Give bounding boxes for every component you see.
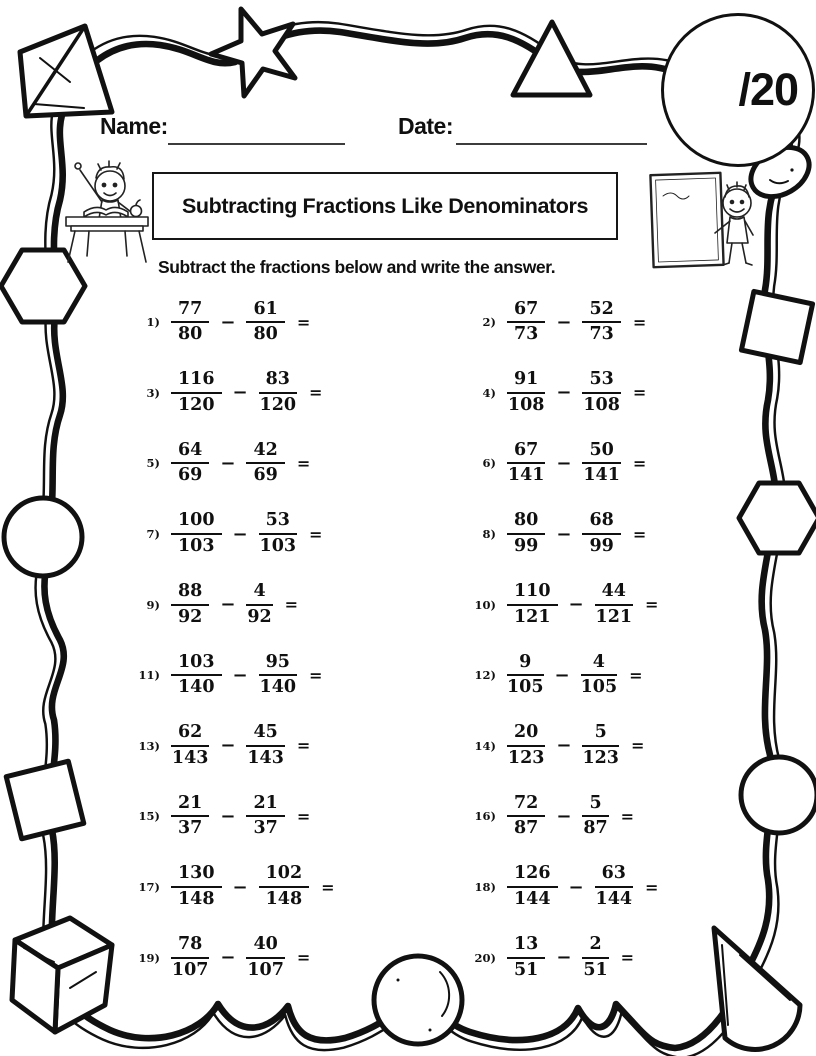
fraction-minuend: [171, 794, 209, 839]
equals-sign: =: [308, 383, 323, 403]
minus-sign: −: [556, 382, 572, 404]
numerator: 126: [507, 864, 558, 888]
problem-number: 10): [474, 597, 496, 612]
denominator: 144: [514, 889, 551, 910]
problem-number: 20): [474, 950, 496, 965]
problem-row: [133, 640, 469, 711]
problem-row: [469, 640, 699, 711]
numerator: 53: [259, 511, 297, 535]
equals-sign: =: [296, 806, 311, 826]
minus-sign: −: [232, 382, 248, 404]
minus-sign: −: [568, 876, 584, 898]
numerator: 64: [171, 441, 209, 465]
fraction-subtrahend: [582, 935, 608, 980]
page-title: Subtracting Fractions Like Denominators: [181, 193, 589, 218]
denominator: 120: [178, 394, 215, 415]
numerator: 110: [507, 582, 558, 606]
equals-sign: =: [296, 736, 311, 756]
fraction-minuend: [171, 300, 209, 345]
fraction-minuend: [171, 864, 222, 909]
problem-row: [469, 428, 699, 499]
numerator: 40: [246, 935, 284, 959]
problem-row: [133, 852, 469, 923]
fraction-minuend: [171, 370, 222, 415]
problem-number: 9): [146, 597, 160, 612]
fraction-subtrahend: [582, 723, 619, 768]
problem-number: 4): [482, 385, 496, 400]
fraction-minuend: [507, 582, 558, 627]
fraction-minuend: [507, 864, 558, 909]
numerator: 42: [246, 441, 284, 465]
numerator: 4: [246, 582, 272, 606]
equals-sign: =: [644, 877, 659, 897]
equals-sign: =: [632, 312, 647, 332]
fraction-subtrahend: [259, 653, 297, 698]
equals-sign: =: [620, 948, 635, 968]
denominator: 92: [178, 606, 203, 627]
problem-number: 16): [474, 809, 496, 824]
fraction-subtrahend: [259, 511, 297, 556]
numerator: 5: [582, 794, 608, 818]
denominator: 108: [583, 394, 620, 415]
denominator: 141: [583, 465, 620, 486]
denominator: 103: [178, 536, 215, 557]
denominator: 80: [178, 324, 203, 345]
numerator: 62: [171, 723, 209, 747]
minus-sign: −: [220, 594, 236, 616]
problem-row: [469, 287, 699, 358]
fraction-minuend: [507, 723, 545, 768]
problem-row: [469, 781, 699, 852]
numerator: 21: [171, 794, 209, 818]
name-blank-line: [168, 115, 345, 145]
problem-row: [469, 358, 699, 429]
denominator: 107: [171, 959, 209, 980]
fraction-subtrahend: [246, 582, 272, 627]
numerator: 95: [259, 653, 297, 677]
fraction-minuend: [171, 653, 222, 698]
score-badge-label: /20: [738, 64, 798, 115]
problem-number: 1): [146, 315, 160, 330]
equals-sign: =: [644, 595, 659, 615]
numerator: 103: [171, 653, 222, 677]
problem-number: 12): [474, 668, 496, 683]
minus-sign: −: [556, 947, 572, 969]
minus-sign: −: [232, 523, 248, 545]
denominator: 121: [595, 606, 633, 627]
denominator: 121: [514, 606, 551, 627]
numerator: 2: [582, 935, 608, 959]
numerator: 100: [171, 511, 222, 535]
denominator: 107: [247, 959, 284, 980]
problem-row: [133, 781, 469, 852]
equals-sign: =: [308, 524, 323, 544]
denominator: 105: [507, 677, 544, 698]
minus-sign: −: [556, 311, 572, 333]
name-label: Name:: [100, 113, 168, 139]
numerator: 9: [507, 653, 544, 677]
denominator: 73: [589, 324, 614, 345]
denominator: 37: [178, 818, 203, 839]
equals-sign: =: [632, 524, 647, 544]
minus-sign: −: [220, 735, 236, 757]
minus-sign: −: [220, 805, 236, 827]
minus-sign: −: [554, 664, 570, 686]
problem-number: 14): [474, 738, 496, 753]
problem-number: 13): [138, 738, 160, 753]
fraction-minuend: [171, 723, 209, 768]
fraction-subtrahend: [582, 794, 608, 839]
problem-number: 17): [138, 880, 160, 895]
numerator: 53: [582, 370, 620, 394]
numerator: 72: [507, 794, 545, 818]
minus-sign: −: [220, 947, 236, 969]
numerator: 4: [581, 653, 618, 677]
date-label: Date:: [398, 113, 454, 139]
denominator: 105: [580, 677, 618, 698]
fraction-subtrahend: [246, 794, 284, 839]
problem-row: [133, 428, 469, 499]
numerator: 102: [259, 864, 310, 888]
minus-sign: −: [232, 876, 248, 898]
fraction-minuend: [507, 300, 545, 345]
fraction-minuend: [171, 441, 209, 486]
fraction-subtrahend: [582, 370, 620, 415]
denominator: 108: [507, 394, 545, 415]
numerator: 45: [246, 723, 284, 747]
numerator: 68: [582, 511, 620, 535]
denominator: 80: [253, 324, 278, 345]
numerator: 77: [171, 300, 209, 324]
numerator: 5: [582, 723, 619, 747]
numerator: 67: [507, 300, 545, 324]
denominator: 51: [583, 959, 608, 980]
fraction-minuend: [507, 935, 545, 980]
numerator: 63: [595, 864, 633, 888]
denominator: 51: [514, 959, 539, 980]
denominator: 148: [178, 889, 215, 910]
problem-number: 3): [146, 385, 160, 400]
fraction-minuend: [507, 441, 545, 486]
fraction-subtrahend: [595, 864, 633, 909]
minus-sign: −: [232, 664, 248, 686]
denominator: 140: [259, 677, 297, 698]
numerator: 67: [507, 441, 545, 465]
numerator: 44: [595, 582, 633, 606]
denominator: 148: [265, 889, 303, 910]
numerator: 116: [171, 370, 222, 394]
numerator: 130: [171, 864, 222, 888]
denominator: 141: [507, 465, 545, 486]
denominator: 37: [253, 818, 278, 839]
minus-sign: −: [568, 594, 584, 616]
numerator: 50: [582, 441, 620, 465]
fraction-subtrahend: [581, 653, 618, 698]
problem-row: [133, 499, 469, 570]
fraction-subtrahend: [246, 300, 284, 345]
denominator: 143: [171, 747, 209, 768]
instruction-text: Subtract the fractions below and write the answer.: [158, 257, 556, 277]
numerator: 88: [171, 582, 209, 606]
problem-number: 8): [482, 527, 496, 542]
problem-number: 15): [138, 809, 160, 824]
equals-sign: =: [296, 312, 311, 332]
equals-sign: =: [296, 948, 311, 968]
numerator: 80: [507, 511, 545, 535]
problem-row: [133, 922, 469, 993]
minus-sign: −: [556, 452, 572, 474]
numerator: 91: [507, 370, 545, 394]
problem-number: 19): [138, 950, 160, 965]
problem-number: 7): [146, 527, 160, 542]
numerator: 20: [507, 723, 545, 747]
equals-sign: =: [632, 453, 647, 473]
fraction-subtrahend: [246, 723, 284, 768]
problem-number: 2): [482, 315, 496, 330]
equals-sign: =: [296, 453, 311, 473]
denominator: 99: [514, 536, 539, 557]
problem-row: [133, 569, 469, 640]
fraction-subtrahend: [259, 864, 310, 909]
denominator: 92: [247, 606, 272, 627]
fraction-minuend: [171, 582, 209, 627]
minus-sign: −: [556, 735, 572, 757]
problem-row: [469, 499, 699, 570]
denominator: 87: [514, 818, 539, 839]
equals-sign: =: [284, 595, 299, 615]
denominator: 87: [583, 818, 608, 839]
denominator: 99: [589, 536, 614, 557]
problem-number: 18): [474, 880, 496, 895]
denominator: 143: [247, 747, 284, 768]
problems-grid: [133, 287, 699, 993]
fraction-subtrahend: [246, 935, 284, 980]
problem-number: 6): [482, 456, 496, 471]
denominator: 120: [259, 394, 297, 415]
fraction-minuend: [507, 370, 545, 415]
minus-sign: −: [556, 805, 572, 827]
fraction-minuend: [507, 653, 544, 698]
date-blank-line: [456, 115, 647, 145]
fraction-subtrahend: [246, 441, 284, 486]
problem-row: [133, 711, 469, 782]
minus-sign: −: [220, 452, 236, 474]
denominator: 69: [178, 465, 203, 486]
equals-sign: =: [321, 877, 335, 897]
fraction-subtrahend: [582, 441, 620, 486]
problem-row: [469, 852, 699, 923]
denominator: 123: [582, 747, 619, 768]
fraction-subtrahend: [582, 511, 620, 556]
fraction-minuend: [171, 511, 222, 556]
denominator: 103: [259, 536, 297, 557]
minus-sign: −: [556, 523, 572, 545]
fraction-subtrahend: [595, 582, 633, 627]
minus-sign: −: [220, 311, 236, 333]
numerator: 78: [171, 935, 209, 959]
denominator: 73: [514, 324, 539, 345]
denominator: 69: [253, 465, 278, 486]
denominator: 123: [507, 747, 545, 768]
numerator: 13: [507, 935, 545, 959]
denominator: 140: [178, 677, 215, 698]
fraction-minuend: [507, 511, 545, 556]
equals-sign: =: [629, 665, 643, 685]
problem-number: 5): [146, 456, 160, 471]
fraction-minuend: [171, 935, 209, 980]
problem-number: 11): [138, 668, 160, 683]
equals-sign: =: [632, 383, 647, 403]
equals-sign: =: [620, 806, 635, 826]
score-badge: [661, 13, 815, 167]
numerator: 83: [259, 370, 297, 394]
fraction-subtrahend: [582, 300, 620, 345]
worksheet-title-box: [152, 172, 618, 240]
denominator: 144: [595, 889, 633, 910]
problem-row: [469, 711, 699, 782]
problem-row: [133, 358, 469, 429]
equals-sign: =: [308, 665, 323, 685]
numerator: 52: [582, 300, 620, 324]
fraction-subtrahend: [259, 370, 297, 415]
fraction-minuend: [507, 794, 545, 839]
numerator: 21: [246, 794, 284, 818]
numerator: 61: [246, 300, 284, 324]
problem-row: [133, 287, 469, 358]
problem-row: [469, 569, 699, 640]
problem-row: [469, 922, 699, 993]
equals-sign: =: [630, 736, 645, 756]
